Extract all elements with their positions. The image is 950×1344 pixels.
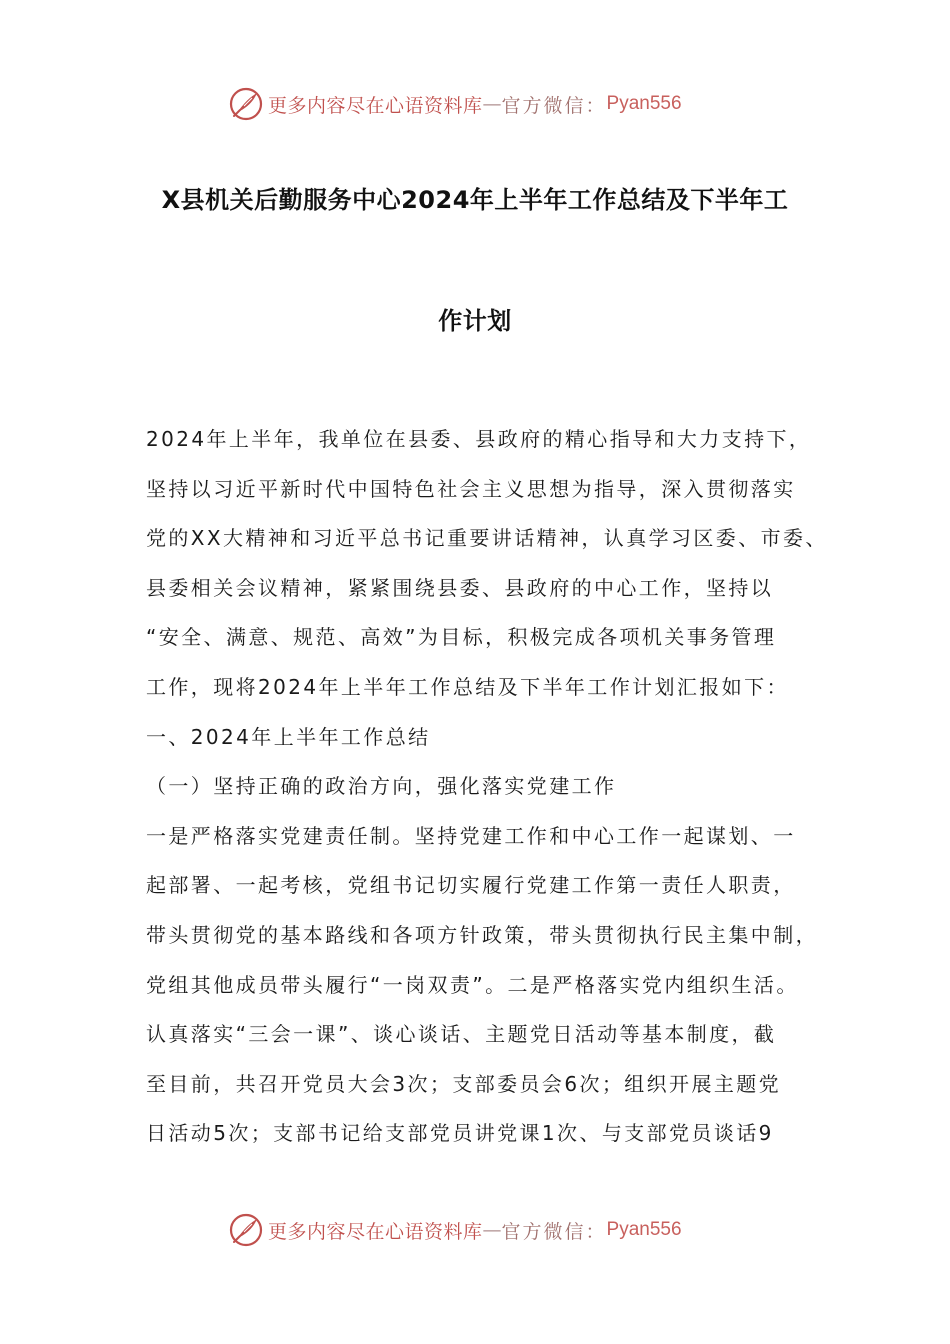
- body-line: 县委相关会议精神，紧紧围绕县委、县政府的中心工作，坚持以: [146, 575, 774, 600]
- document-title-line-1: X县机关后勤服务中心2024年上半年工作总结及下半年工: [161, 186, 789, 214]
- body-line: 带头贯彻党的基本路线和各项方针政策，带头贯彻执行民主集中制，: [146, 922, 818, 947]
- document-body: [146, 415, 826, 1159]
- footer-watermark: [228, 1210, 748, 1250]
- body-line: 党的XX大精神和习近平总书记重要讲话精神，认真学习区委、市委、: [146, 526, 828, 551]
- watermark-wechat-id: Pyan556: [606, 93, 682, 114]
- subsection-heading: （一）坚持正确的政治方向，强化落实党建工作: [146, 774, 617, 799]
- body-line: 日活动5次；支部书记给支部党员讲党课1次、与支部党员谈话9: [146, 1121, 774, 1146]
- watermark-main-text: 更多内容尽在心语资料库: [268, 94, 483, 117]
- body-line: 起部署、一起考核，党组书记切实履行党建工作第一责任人职责，: [146, 873, 796, 898]
- watermark-main-text: 更多内容尽在心语资料库: [268, 1220, 483, 1243]
- section-heading: 一、2024年上半年工作总结: [146, 724, 431, 749]
- feather-pen-logo-icon: [228, 86, 264, 122]
- body-line: 2024年上半年，我单位在县委、县政府的精心指导和大力支持下，: [146, 427, 812, 451]
- header-watermark: [228, 84, 748, 124]
- feather-pen-logo-icon: [228, 1212, 264, 1248]
- body-line: “安全、满意、规范、高效”为目标，积极完成各项机关事务管理: [146, 625, 777, 650]
- watermark-wechat-label: 官方微信：: [501, 1220, 607, 1243]
- body-line: 党组其他成员带头履行“一岗双责”。二是严格落实党内组织生活。: [146, 972, 799, 997]
- body-line: 至目前，共召开党员大会3次；支部委员会6次；组织开展主题党: [146, 1071, 782, 1096]
- document-title-line-2: 作计划: [438, 307, 512, 335]
- watermark-dash: —: [482, 1219, 502, 1241]
- body-line: 一是严格落实党建责任制。坚持党建工作和中心工作一起谋划、一: [146, 823, 796, 848]
- body-line: 工作，现将2024年上半年工作总结及下半年工作计划汇报如下：: [146, 674, 789, 699]
- body-line: 认真落实“三会一课”、谈心谈话、主题党日活动等基本制度，截: [146, 1022, 777, 1047]
- watermark-dash: —: [482, 93, 502, 115]
- watermark-wechat-id: Pyan556: [606, 1219, 682, 1240]
- body-line: 坚持以习近平新时代中国特色社会主义思想为指导，深入贯彻落实: [146, 476, 796, 501]
- watermark-wechat-label: 官方微信：: [501, 94, 607, 117]
